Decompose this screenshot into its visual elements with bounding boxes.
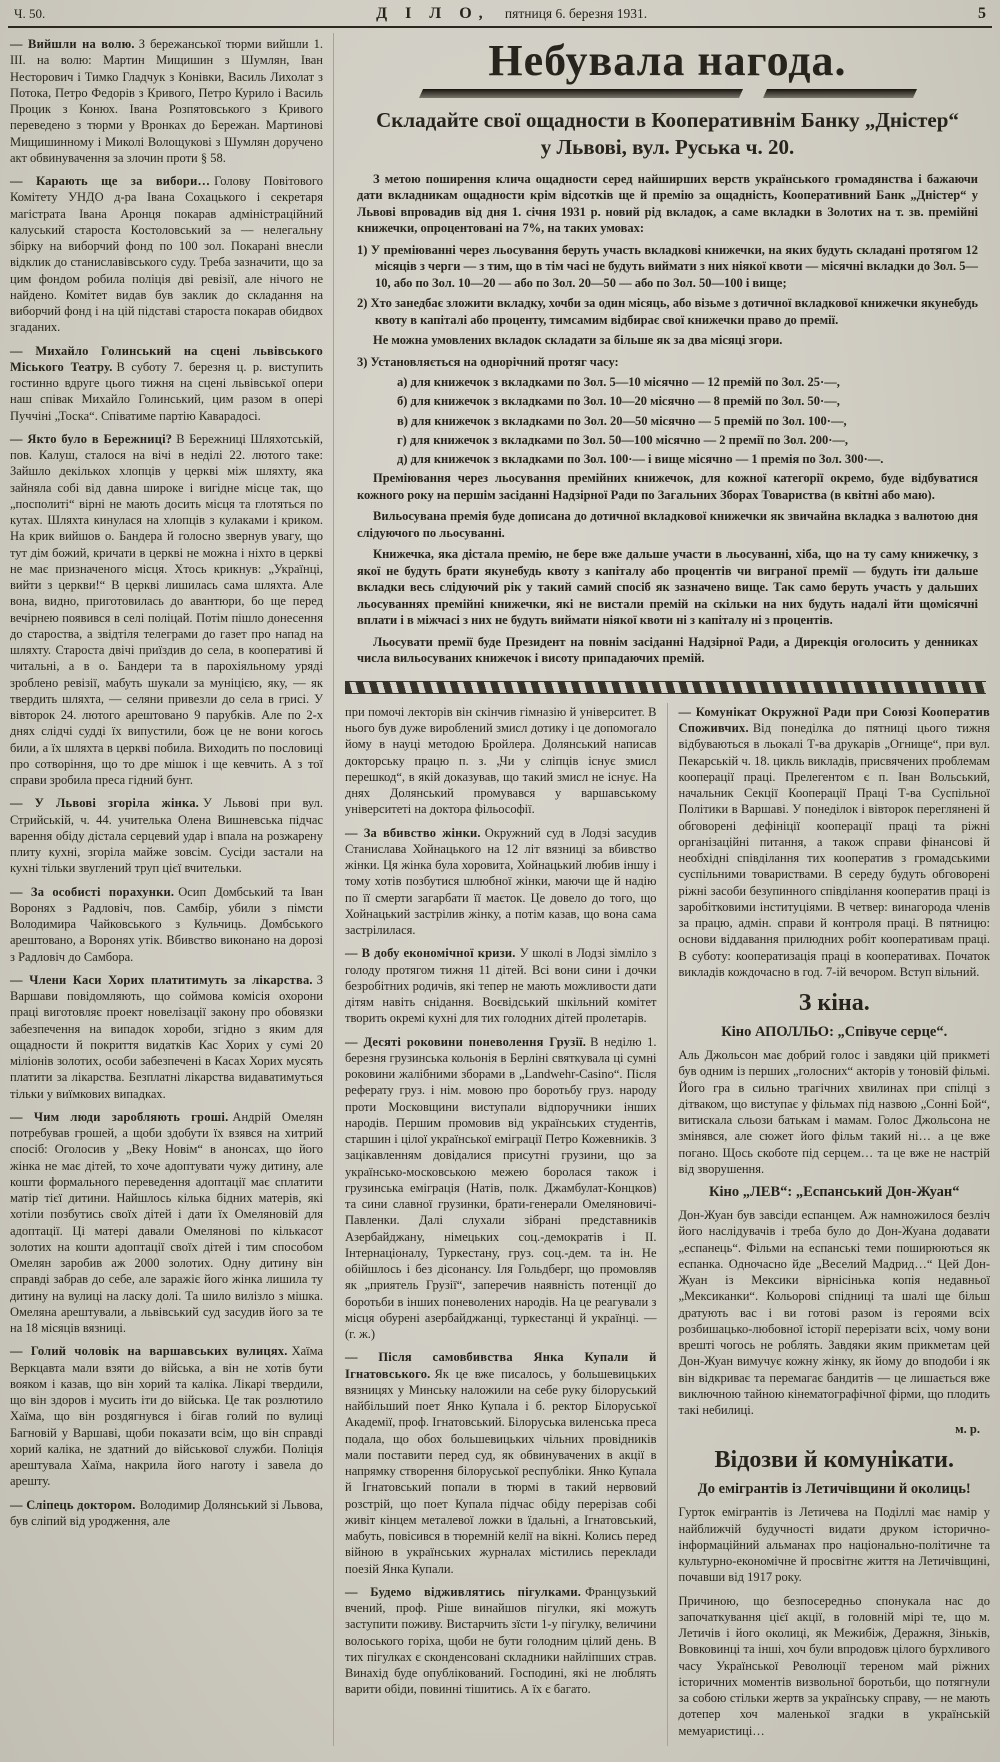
masthead-center: [376, 5, 647, 23]
news-item-text: Голову Повітового Комітету УНДО д-ра Івана Сохацького і секретаря магістрата Івана Аронця покарав адміністраційний калуський староста Костоловський за — нелегальну збірку на виборчий фонд по 100 зол. Покарані внесли відклик до станиславівського суду. Треба зазначити, що за цим фондом робила поліція дві ревізії, але нічого не найдено. Комітет видав був заклик до складання на виборчий фонд і на цій підставі староста покарав обидвох згаданих.: [10, 174, 323, 335]
news-item: [10, 173, 323, 336]
news-item: [679, 704, 991, 980]
news-item: [10, 1497, 323, 1530]
news-item: [345, 1034, 657, 1343]
news-item: [10, 343, 323, 424]
left-column: [8, 33, 334, 1746]
ad-paragraph: Льосувати премії буде Президент на повнім засіданні Надзірної Ради, а Дирекція оголосить у денниках числа вильосуваних книжечок і висоту припадаючих премій.: [357, 634, 978, 666]
issue-date: пятниця 6. березня 1931.: [504, 6, 648, 21]
ad-prize-line: в) для книжечок з вкладками по Зол. 20—50 місячно — 5 премій по Зол. 100·—,: [397, 413, 847, 428]
news-item-lead: — Якто було в Бережниці?: [10, 431, 173, 446]
news-item: [10, 795, 323, 876]
news-item-text: В неділю 1. березня грузинська кольонія в Берліні святкувала ці сумні роковини жалібними зборами в „Landwehr-Casino“. Після реферату груз. і нім. мовою про боротьбу груз. народу проти Московщини виступали відпоручники інших народів. Першим промовив від українських студентів, старшин і цілої української еміграції Петро Кожевників. З зацікавленням довідалися присутні грузини, що за українсько-московською межею боролася також і грузинська еміграція (Натів, полк. Джамбулат-Концков) та сини славної грузинки, брати-генерали Омеляновичі-Павленки. Далі слухали зібрані представників Азербайджану, німецьких соц.-демократів і II. Інтернаціоналу, Туркестану, груз. соц.-дем. та ін. Не обійшлось і без дісонансу. Іля Гольдберг, що промовляв як „приятель Грузії“, заперечив наявність потенції до боротьби в інших поневолених народів. На це реагували з місця обурені азербайджанці, туркестанці й українці. — (г. ж.): [345, 1034, 657, 1342]
kino-apollo-title: Кіно АПОЛЛЬО: „Співуче серце“.: [721, 1024, 948, 1041]
middle-column: [345, 703, 668, 1746]
news-item: [10, 431, 323, 789]
ad-prize-line: б) для книжечок з вкладками по Зол. 10—20 місячно — 8 премій по Зол. 50·—,: [397, 394, 840, 409]
kino-apollo-review: Аль Джольсон має добрий голос і завдяки цій прикметі був одним із перших „голосних“ акторів у тоновій фільмі. Його гра в сильно трагічних хвилинах при спілці з дітваком, що виступає у фільмах під назвою „Сонні Бой“, витискала сльози батькам і мамам. Голос Джольсона не змінявся, але сюжет його фільм такий ні… а це вже погано. Щось скоботе під серцем… та це вже не настрій від зворушення.: [678, 1048, 990, 1176]
news-item-text: Володимир Долянський зі Львова, був сліпий від уродження, але: [10, 1497, 323, 1528]
ad-subhead-line1: Складайте свої ощадности в Кооперативнім Банку „Дністер“: [376, 108, 959, 132]
bank-ad: [345, 33, 990, 672]
news-item-lead: — Вийшли на волю.: [10, 37, 135, 51]
news-item: [10, 1109, 323, 1337]
vidozvy-paragraph: Причиною, що безпосередньо спонукала нас до започаткування цієї акції, в головній мірі те, що м. Летичів і його околиці, як Межибіж, Деражня, Зіньків, Вовковинці та інші, хоч були впродовж цілого бурхливого часу Української Революції тереном май ріжних історичних моментів визвольної боротьби, що потягнули за собою стільки жертв за українську справу, — не мають дотепер хоч маленької згадки в українській мемуаристиці…: [678, 1593, 990, 1738]
ad-paragraph: Преміювання через льосування премійних книжечок, для кожної категорії окремо, буде відбуватися кожного року на першім засіданні Надзірної Ради по Загальних Зборах Товариства (в квітні або маю).: [357, 471, 978, 502]
kino-lev-title: Кіно „ЛЕВ“: „Еспанський Дон-Жуан“: [708, 1184, 960, 1201]
ad-prize-line: г) для книжечок з вкладками по Зол. 50—100 місячно — 2 премії по Зол. 200·—,: [397, 432, 849, 447]
vidozvy-subheading: До емігрантів із Летичівщини й околиць!: [697, 1481, 971, 1498]
news-item-lead: — Десяті роковини поневолення Грузії.: [345, 1034, 587, 1049]
news-item-text: Від понеділка до пятниці цього тижня відбуваються в льокалі Т-ва друкарів „Огнище“, при вул. Пекарській ч. 18. цикль викладів, присвячених проблемам кооперації праці. Прелегентом є п. Іван Вольський, начальник Секції Кооперації Праці Т-ва Суспільної Політики в Варшаві. У понеділок і вівторок переглянені й обговорені дефініції кооперації праці та ріжні організаційні питання, а також справи фінансові й необхідні співділання тих кооператив з громадськими суспільними товариствами. В середу будуть обговорені ріжні засоби безупинного співділання кооператив праці із заробітковими інституціями. В четвер: винагорода членів за працю, адмін. справи й контроля праці. В пятницю: основи віддавання прилюдних робіт кооперативам праці. В суботу: кооператизація праці в кооперативах. Початок викладів кождочасно в год. 7-ій вечором. Вступ вільний.: [678, 721, 990, 979]
news-item-text: Французький вчений, проф. Ріше винайшов пігулки, які можуть заступити поживу. Вистарчить зїсти 1-у пігулку, величини волоського горіха, щоби не бути голодним цілий день. В тих пігулках є сконденсовані складники найліпших страв. Винахід буде опублікований. Господині, які не люблять варити обіди, повинні тішитись. А їх є багато.: [345, 1584, 657, 1697]
news-item-text: при помочі лекторів він скінчив гімназію й університет. В нього був дуже вироблений змисл дотику і це допомогало йому в науці методою Бройлера. Долянський написав докторську працю п. з. „Чи у сліпців існує змисл перешкод“, в якій доказував, що такий змисл не існує. На днях Долянський промувався у варшавському університеті на доктора фільософії.: [345, 704, 657, 817]
news-item: [10, 36, 323, 166]
news-item-text: В Бережниці Шляхотській, пов. Калуш, сталося на вічі в неділі 22. лютого таке: Зайшло декількох хлопців у церкві між шляхту, яка зайняла собі від давна широке і вигідне місце так, що „посполиті“ вірні не мають досить місця та глотяться по кутах. Шляхта кинулася на хлопців з кулаками і криком. На крик вийшов о. Бандера й голосно звернув увагу, що тут дім божий, кричати в церкві не можна і ніхто в церкві не має призначеного місця. Хтось крикнув: „Українці, вийти з церкви!“ В церкві лишилась сама шляхта. Але вона, видно, приготовилась до авантюри, бо ще перед вечірнею появився в селі поліцай. Потім пішло донесення до староства, а звідтіля телеграми до газет про напад на шляхту. Староста двічі приїздив до села, в кооперативі й читальні, а в о. Бандери та в парохіяльному уряді зроблено ревізії, мабуть шукали за муніцією, яку, — як твердить шляхта, — селяни привезли до села в грисі. У вівторок 24. лютого арештовано 9 парубків. Але по 2-х днях слідчі судді їх випустили, бож це не вони когось били, а їх шляхта в церкві побила. Виходить по пословиці про сотворіння, що то дре мішок і ще кевчить. А з тої справи зробила преса гідний бунт.: [10, 431, 323, 787]
issue-number: Ч. 50.: [14, 6, 46, 21]
news-item: [345, 704, 657, 818]
news-item-lead: — Будемо відживлятись пігулками.: [345, 1584, 582, 1599]
news-item-lead: — Члени Каси Хорих платитимуть за лікарства.: [10, 972, 313, 987]
news-item-text: У школі в Лодзі зімліло з голоду протягом тижня 11 дітей. Всі вони сини і дочки безробітних родичів, які тепер не мають можливости дати дітям навіть снідання. Воєвідський шкільний комітет творить окремі кухні для тих голодних дітей пролетарів.: [345, 946, 657, 1026]
news-item-lead: — Після самовбивства Янка Купали й Ігнатовського.: [345, 1350, 657, 1381]
page-number: 5: [977, 5, 986, 22]
ad-paragraph: Книжечка, яка дістала премію, не бере вже дальше участи в льосуванні, хіба, що на ту саму книжечку, з якої не будуть брати якунебудь квоту з капіталу або процентів чи виграної премії — будуть іти дальше вкладки весь слідуючий рік у такий самий спосіб як зазначено вище. Так само беруть участь у дальших льосуваннях премійні книжечки, які не вистали премій на скільки на них будуть надалі йти щомісячні вплати і в міжчасі з них не будуть виймати ніякої квоти ні з капіталу ні з процентів.: [357, 547, 978, 628]
ad-condition-3: 3) Установляється на однорічний протяг часу:: [357, 354, 619, 369]
ornament-bar: [762, 89, 916, 98]
ad-intro: З метою поширення клича ощадности серед найширших верств українського громадянства і бажаючи дати вкладникам ощадности крім відсотків ще й премію за ощадність, Кооперативний Банк „Дністер“ у Львові впровадив від дня 1. січня 1931 р. новий рід вкладок, а саме вкладки в Золотих на т. зв. премійні книжечки, опроцентовані на 7%, на таких умовах:: [357, 171, 978, 236]
review-signature: м. р.: [955, 1422, 980, 1437]
news-item-text: З бережанської тюрми вийшли 1. III. на волю: Мартин Мищишин з Шумлян, Іван Несторович і Тимко Гладчук з Конівки, Василь Лихолат з Потока, Петро Федорів з Кривого, Петро Курило і Василь Процик з Конюх. Івана Розпятовського з Кривого переведено з тюрми у Вронках до Бережан. Мартинові Мищишинному і Миколі Волощукові з Шумлян доручено акт обвинувачення за злочин проти § 58.: [10, 37, 323, 165]
headline-ornament: [345, 89, 990, 98]
news-item-lead: — За вбивство жінки.: [345, 825, 481, 840]
news-item-lead: — За особисті порахунки.: [10, 884, 175, 899]
kino-lev-review: Дон-Жуан був завсіди еспанцем. Аж намножилося безліч його наслідувачів і треба було до Дон-Жуана додавати „еспанець“. Фільми на еспанські теми поширюються як еспанка. Одночасно йде „Веселий Мадрид…“ Цей Дон-Жуан із Мексики вірнісінька копія недавньої „Мексиканки“. Кольорові спідниці та шалі ще більш дратують вас і ви готові разом із героями всіх розбишацько-любовної історії перерізати всіх, чому вони врешті чогось не роблять. Завдяки яким прикметам цей Дон-Жуан вимучує кожну жінку, як йому до вподоби і як він відкриває та перемагає бандитів — це лишається вже виключною тайною кінематографічної фірми, що плодить такі небилиці.: [678, 1208, 990, 1418]
ad-headline: Небувала нагода.: [488, 36, 847, 85]
ad-paragraph: Вильосувана премія буде дописана до дотичної вкладкової книжечки як звичайна вкладка з валютою дня слідуючого по льосуванні.: [357, 509, 978, 540]
news-item-text: Окружний суд в Лодзі засудив Станислава Хойнацького на 12 літ вязниці за вбивство жінки. Ця жінка була хоровита, Хойнацький любив іншу і тому хотів позбутися шлюбної жінки, маючи ще й надію по її смерти загарбати її маєток. Це довело до того, що Хойнацький застрілив жінку, а потім казав, що вона сама застрілилася.: [345, 825, 657, 938]
ornament-band: [345, 681, 986, 694]
news-item-lead: — Михайло Голинський на сцені львівського Міського Театру.: [10, 343, 323, 374]
vidozvy-paragraph: Гурток емігрантів із Летичева на Поділлі має намір у найближчій будучності видати друком історично-інформаційний альманах про національно-політичне та культурно-економічне й просвітнє життя на Летичівщині, почавши від 1917 року.: [678, 1505, 990, 1585]
news-item-text: З Варшави повідомляють, що соймова комісія охорони праці виготовляє проект новелізації закону про обовязки забезпечення на випадок хороби, згідно з яким для ощадности й покриття видатків Кас Хорих у сумі 20 міліонів золотих, особи забезпечені в Касах Хорих мусять платити за лікарства. Безплатні лікарства видаватимуться тільки у виїмкових випадках.: [10, 972, 323, 1101]
news-item-text: Хаїма Веркцавта мали взяти до війська, а він не хотів бути вояком і казав, що він хорий та каліка. Лікарі твердили, що він здоров і мусить іти до війська. Це так розлютило Хаїма, що він роздягнувся і бігав голий по вулиці Багновій у Варшаві, щоби показати всім, що він справді хорий каліка, не здатний до військової служби. Поліція арештувала Хаїма, накрила його наготу і завела до арешту.: [10, 1344, 323, 1489]
news-item: [345, 945, 657, 1026]
news-item-text: У Львові при вул. Стрийській, ч. 44. учителька Олена Вишневська підчас варення обіду дістала серцевий удар і впала на розжарену плиту кухні, згоріла майже зовсім. Сусіди застали на кухні тільки звуглений труп цієї вчительки.: [10, 796, 323, 876]
ad-condition-1: 1) У преміюванні через льосування беруть участь вкладкові книжечки, на яких будуть складані протягом 12 місяців з черги — з тим, що в тім часі не будуть виймати з них ніякої квоти — місячні вкладки до Зол. 5—10, або по Зол. 10—20 — або по Зол. 20—50 — або по Зол. 50—100 і вище;: [357, 242, 978, 290]
news-item-lead: — Сліпець доктором.: [10, 1497, 136, 1512]
news-item-lead: — Комунікат Окружної Ради при Союзі Кооператив Споживчих.: [678, 704, 990, 736]
ad-prize-line: д) для книжечок з вкладками по Зол. 100·— і вище місячно — 1 премія по Зол. 300·—.: [397, 452, 884, 467]
news-item-text: Андрій Омелян потребував грошей, а щоби здобути їх взявся на хитрий спосіб: Оголосив у „Веку Новім“ в анонсах, що його жінка не має дітей, то хоче адоптувати чужу дитину, але кошти формального переведення адоптації має сплатити матір тієї дитини. Найшлось кілька бідних матерів, які хотіли позбутись своїх дітей і дати їх Омеляновій для адоптації. Ці матері давали Омелянові по кількасот золотих на кошти адоптації своїх дітей і тим способом Омелян заробив аж 2000 золотих. Одну дитину він справді забрав до себе, але заражіє його жінка лишила ту дитину на вулиці на ласку долі. Та шило вилізло з мішка. Омеляна арештували, а львівський суд засудив його за те на 18 місяців вязниці.: [10, 1109, 323, 1335]
ornament-bar: [418, 89, 742, 98]
news-item: [10, 972, 323, 1102]
news-item-lead: — Карають ще за вибори…: [10, 174, 211, 188]
paper-title: Д І Л О,: [376, 5, 490, 22]
lower-columns: [345, 703, 990, 1746]
news-item-text: Осип Домбський та Іван Воронях з Радловіч, пов. Самбір, убили з пімсти Володимира Чайковського з Кульчиць. Домбського арештовано, а Воронях утік. Вбивство виконано на дорозі з Радловіч до Самбора.: [10, 884, 324, 964]
news-item-text: Як це вже писалось, у большевицьких вязницях у Минську наложили на себе руку білоруський найбільший поет Янко Купала і б. ректор Білоруської Академії, проф. Ігнатовський. Білоруська виленська преса подала, що обох большевицьких чільних провідників мали поставити перед суд, як обвинувачених в акції в напрямку створення білоруської республіки. Янко Купала й Ігнатовський попали в тюрмі в такий нервовий розстрій, що поет Купала підчас обіду перерізав собі живіт кінцем металевої ложки в їдальні, а Ігнатовський, мабуть, повісився в тюремній келії на вікні. Колись перед війною в українських журналах містились переклади поезій Янка Купали.: [345, 1366, 657, 1576]
news-item: [345, 1584, 657, 1698]
ad-prize-line: а) для книжечок з вкладками по Зол. 5—10 місячно — 12 премій по Зол. 25·—,: [397, 375, 840, 390]
ad-condition-2: 2) Хто занедбає зложити вкладку, хочби за один місяць, або візьме з дотичної вкладкової книжечки якунебудь квоту в капіталі або проценту, тимсамим відбирає свої книжечки право до премії.: [357, 296, 978, 327]
right-column: [668, 703, 991, 1746]
ad-subhead: [369, 107, 966, 162]
section-kino-heading: З кіна.: [798, 990, 870, 1017]
news-item-lead: — Чим люди заробляють гроші.: [10, 1109, 229, 1124]
news-item-lead: — Голий чоловік на варшавських вулицях.: [10, 1344, 288, 1359]
news-item-lead: — У Львові згоріла жінка.: [10, 796, 200, 811]
news-item: [345, 1349, 657, 1577]
news-item: [345, 825, 657, 939]
news-item-text: В суботу 7. березня ц. р. виступить гостинно вдруге цього тижня на сцені львівської опери наш співак Михайло Голинський, цим разом в опері Пуччіні „Тоска“. Співатиме партію Каварадосі.: [10, 359, 323, 423]
page-content: [8, 28, 992, 1746]
ad-subhead-line2: у Львові, вул. Руська ч. 20.: [540, 135, 795, 160]
ad-note: Не можна умовлених вкладок складати за більше як за два місяці згори.: [373, 333, 783, 348]
main-area: [334, 33, 992, 1746]
masthead: [8, 3, 992, 28]
news-item: [10, 884, 323, 965]
section-vidozvy-heading: Відозви й комунікати.: [714, 1447, 954, 1474]
news-item-lead: — В добу економічної кризи.: [345, 946, 516, 961]
news-item: [10, 1343, 323, 1489]
